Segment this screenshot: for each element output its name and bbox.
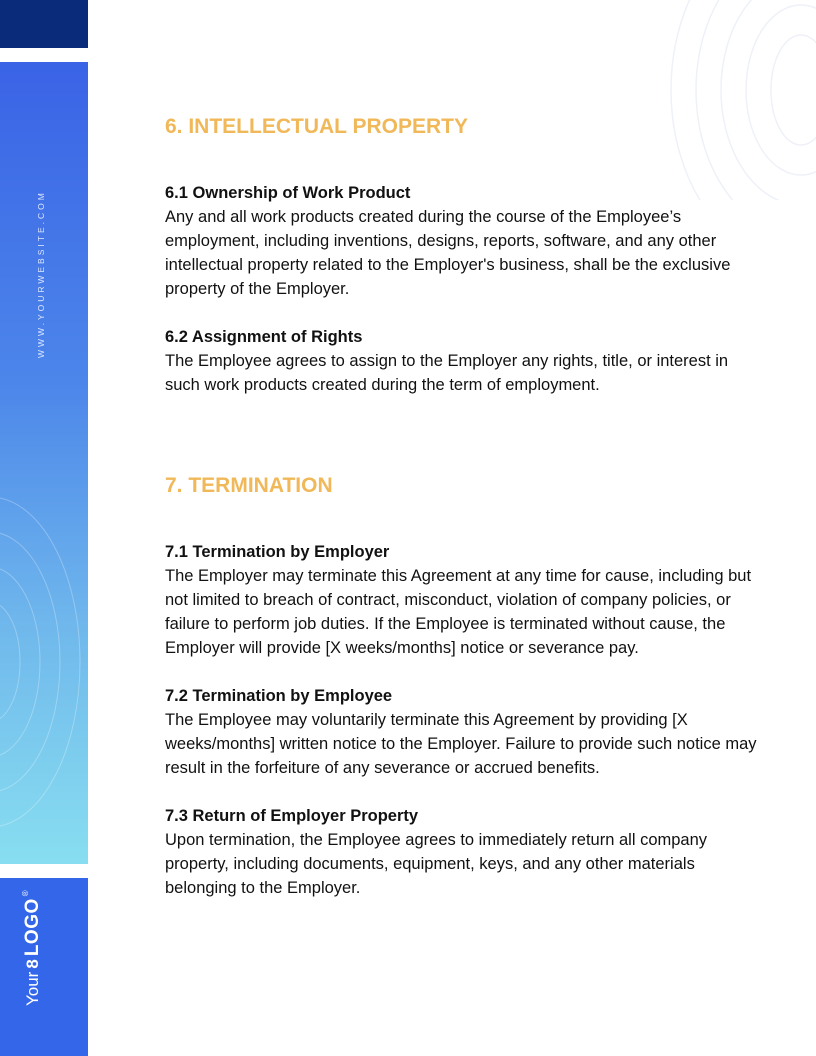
clause-7-2 (165, 684, 765, 780)
clause-6-1 (165, 181, 765, 301)
document-body (165, 110, 765, 900)
clause-6-2 (165, 325, 765, 397)
logo-text-logo: LOGO (22, 898, 43, 957)
sidebar-gradient-panel (0, 62, 88, 864)
sidebar-top-block (0, 0, 88, 48)
clause-text: The Employee agrees to assign to the Employer any rights, title, or interest in such work products created during the term of employment. (165, 352, 729, 394)
clause-7-3 (165, 804, 765, 900)
logo-mark-icon: 8 (23, 959, 42, 969)
clause-text: The Employer may terminate this Agreement at any time for cause, including but not limited to breach of contract, misconduct, violation of company policies, or failure to perform job duties. If the Employee is terminated without cause, the Employer will provide [X weeks/months] notice or severance pay. (165, 567, 752, 657)
clause-title: 6.2 Assignment of Rights (165, 328, 363, 346)
clause-title: 7.3 Return of Employer Property (165, 807, 419, 825)
registered-mark: ® (20, 890, 30, 897)
clause-text: Upon termination, the Employee agrees to immediately return all company property, including documents, equipment, keys, and any other materials belonging to the Employer. (165, 831, 708, 897)
clause-title: 7.1 Termination by Employer (165, 543, 390, 561)
clause-7-1 (165, 540, 765, 660)
clause-text: The Employee may voluntarily terminate this Agreement by providing [X weeks/months] written notice to the Employer. Failure to provide such notice may result in the forfeiture of any severance or accrued benefits. (165, 711, 757, 777)
company-logo (22, 890, 44, 1006)
clause-text: Any and all work products created during the course of the Employee’s employment, including inventions, designs, reports, software, and any other intellectual property related to the Employer's business, shall be the exclusive property of the Employer. (165, 208, 731, 298)
clause-title: 6.1 Ownership of Work Product (165, 184, 411, 202)
clause-title: 7.2 Termination by Employee (165, 687, 393, 705)
logo-text-your: Your (23, 971, 42, 1006)
decorative-waves-sidebar (0, 62, 88, 864)
website-url: WWW.YOURWEBSITE.COM (36, 190, 46, 358)
section-heading-intellectual-property: 6. INTELLECTUAL PROPERTY (165, 115, 468, 138)
sidebar-logo-block (0, 878, 88, 1056)
section-heading-termination: 7. TERMINATION (165, 474, 333, 497)
